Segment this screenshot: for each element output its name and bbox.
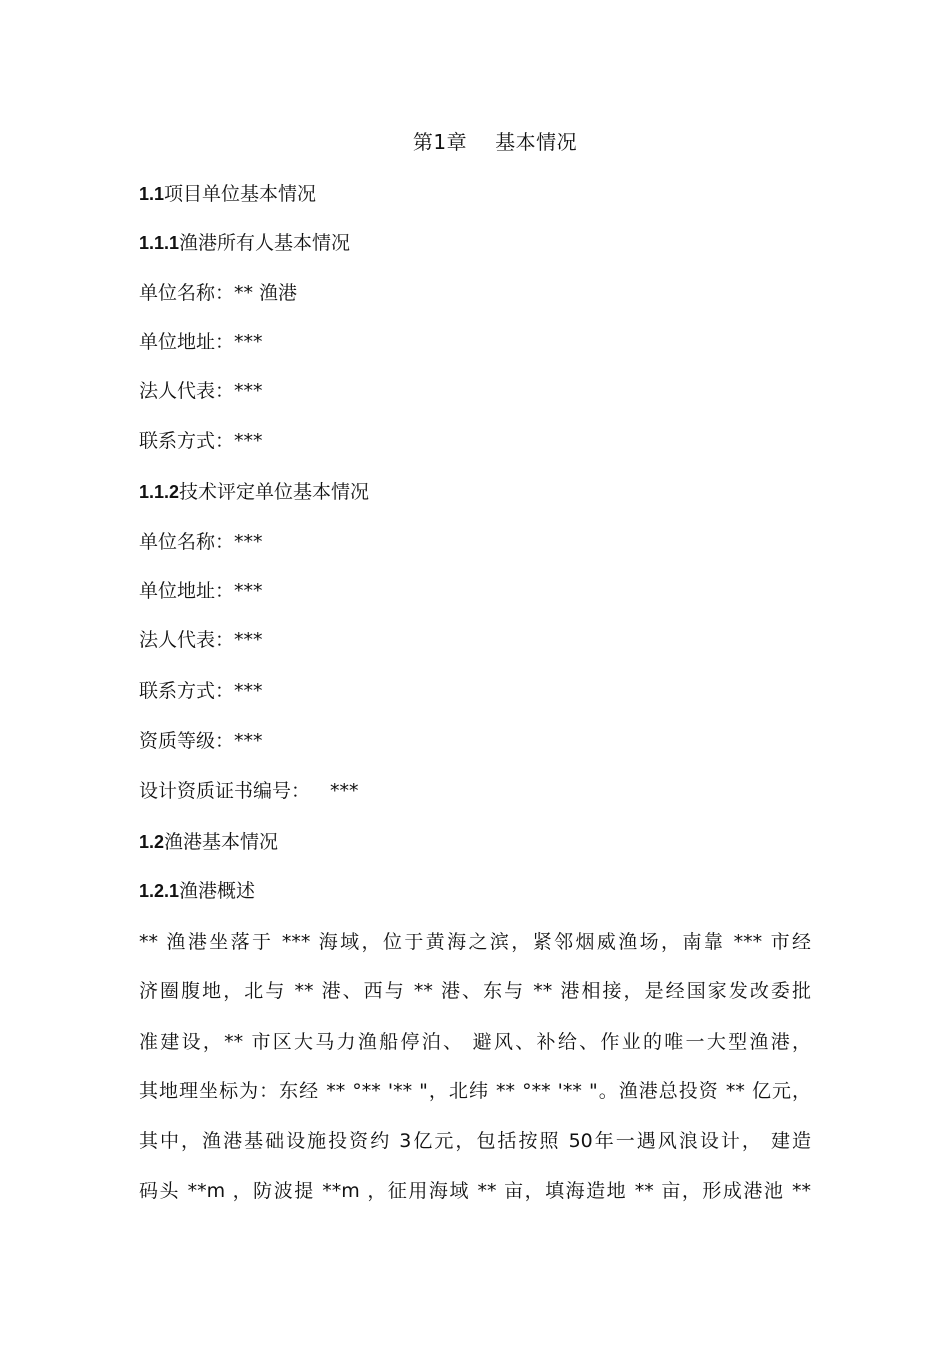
evaluator-grade-row	[139, 728, 263, 754]
field-value: ***	[234, 380, 263, 402]
overview-line: 其中，渔港基础设施投资约 3亿元，包括按照 50年一遇风浪设计， 建造	[139, 1130, 811, 1152]
section-heading-1-1	[139, 181, 316, 207]
section-heading-1-2-1	[139, 878, 255, 904]
field-value: ***	[234, 730, 263, 752]
overview-line: 码头 **m ，防波提 **m ，征用海域 ** 亩，填海造地 ** 亩，形成港池 **	[139, 1180, 811, 1202]
overview-line: ** 渔港坐落于 *** 海域，位于黄海之滨，紧邻烟威渔场，南靠 *** 市经	[139, 931, 811, 953]
owner-rep-row	[139, 378, 263, 404]
section-title: 技术评定单位基本情况	[179, 481, 370, 503]
field-value: ** 渔港	[234, 282, 298, 304]
field-value: ***	[234, 629, 263, 651]
field-label: 单位名称：	[139, 282, 235, 304]
section-heading-1-1-1	[139, 230, 350, 256]
field-value: ***	[234, 531, 263, 553]
evaluator-cert-row	[139, 778, 359, 804]
chapter-heading	[0, 128, 950, 156]
section-number: 1.1	[139, 184, 165, 204]
owner-address-row	[139, 329, 263, 355]
chapter-title: 基本情况	[495, 130, 578, 154]
field-label: 法人代表：	[139, 380, 235, 402]
evaluator-name-row	[139, 529, 263, 555]
section-heading-1-1-2	[139, 479, 369, 505]
field-value: ***	[234, 430, 263, 452]
section-title: 渔港所有人基本情况	[179, 232, 351, 254]
field-value: ***	[234, 331, 263, 353]
section-title: 渔港基本情况	[164, 831, 279, 853]
section-heading-1-2	[139, 829, 278, 855]
section-number: 1.2	[139, 832, 165, 852]
field-label: 单位名称：	[139, 531, 235, 553]
owner-contact-row	[139, 428, 263, 454]
field-label: 法人代表：	[139, 629, 235, 651]
section-title: 项目单位基本情况	[164, 183, 317, 205]
owner-name-row	[139, 280, 297, 306]
section-number: 1.1.1	[139, 233, 180, 253]
overview-line: 济圈腹地，北与 ** 港、西与 ** 港、东与 ** 港相接，是经国家发改委批	[139, 980, 811, 1002]
field-label: 单位地址：	[139, 580, 235, 602]
section-number: 1.1.2	[139, 482, 180, 502]
section-title: 渔港概述	[179, 880, 256, 902]
overview-line: 准建设，** 市区大马力渔船停泊、 避风、补给、作业的唯一大型渔港，	[139, 1031, 811, 1053]
section-number: 1.2.1	[139, 881, 180, 901]
field-label: 联系方式：	[139, 430, 235, 452]
evaluator-address-row	[139, 578, 263, 604]
field-value: ***	[234, 580, 263, 602]
field-label: 单位地址：	[139, 331, 235, 353]
field-value: ***	[330, 780, 359, 802]
field-value: ***	[234, 680, 263, 702]
field-label: 联系方式：	[139, 680, 235, 702]
field-label: 设计资质证书编号：	[139, 780, 311, 802]
evaluator-contact-row	[139, 678, 263, 704]
overview-line: 其地理坐标为：东经 ** °** '** "，北纬 ** °** '** "。渔港总投资 ** 亿元，	[139, 1080, 811, 1102]
field-label: 资质等级：	[139, 730, 235, 752]
chapter-number: 第1章	[412, 130, 468, 154]
evaluator-rep-row	[139, 627, 263, 653]
